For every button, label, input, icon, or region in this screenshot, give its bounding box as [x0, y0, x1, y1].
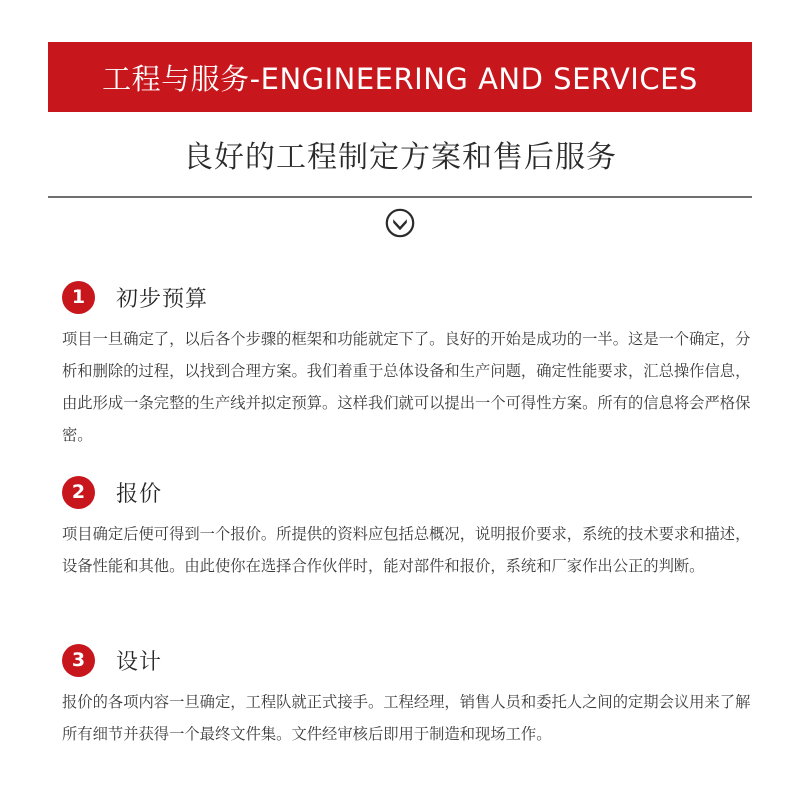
banner-title: 工程与服务-ENGINEERING AND SERVICES: [102, 61, 698, 96]
section-title: 设计: [116, 649, 163, 675]
step-number-badge: 1: [62, 281, 95, 314]
section-body: 报价的各项内容一旦确定，工程队就正式接手。工程经理，销售人员和委托人之间的定期会议用来了解所有细节并获得一个最终文件集。文件经审核后即用于制造和现场工作。: [62, 693, 751, 743]
header-banner: [48, 42, 752, 112]
section-header: [62, 280, 752, 314]
step-number-badge: 2: [62, 476, 95, 509]
section-body: 项目确定后便可得到一个报价。所提供的资料应包括总概况，说明报价要求，系统的技术要求和描述，设备性能和其他。由此使你在选择合作伙伴时，能对部件和报价，系统和厂家作出公正的判断。: [62, 525, 751, 575]
section-header: [62, 475, 752, 509]
step-number-badge: 3: [62, 644, 95, 677]
divider-line: [48, 196, 752, 198]
section-title: 初步预算: [116, 286, 209, 312]
chevron-down-circle-icon: [385, 208, 415, 238]
section-body: 项目一旦确定了，以后各个步骤的框架和功能就定下了。良好的开始是成功的一半。这是一个确定，分析和删除的过程，以找到合理方案。我们着重于总体设备和生产问题，确定性能要求，汇总操作信息，由此形成一条完整的生产线并拟定预算。这样我们就可以提出一个可得性方案。所有的信息将会严格保密。: [62, 330, 751, 444]
section-header: [62, 643, 752, 677]
section-title: 报价: [116, 481, 163, 507]
section-design: [62, 643, 752, 750]
page-subtitle: 良好的工程制定方案和售后服务: [183, 140, 617, 175]
section-quotation: [62, 475, 752, 582]
section-initial-budget: [62, 280, 752, 451]
